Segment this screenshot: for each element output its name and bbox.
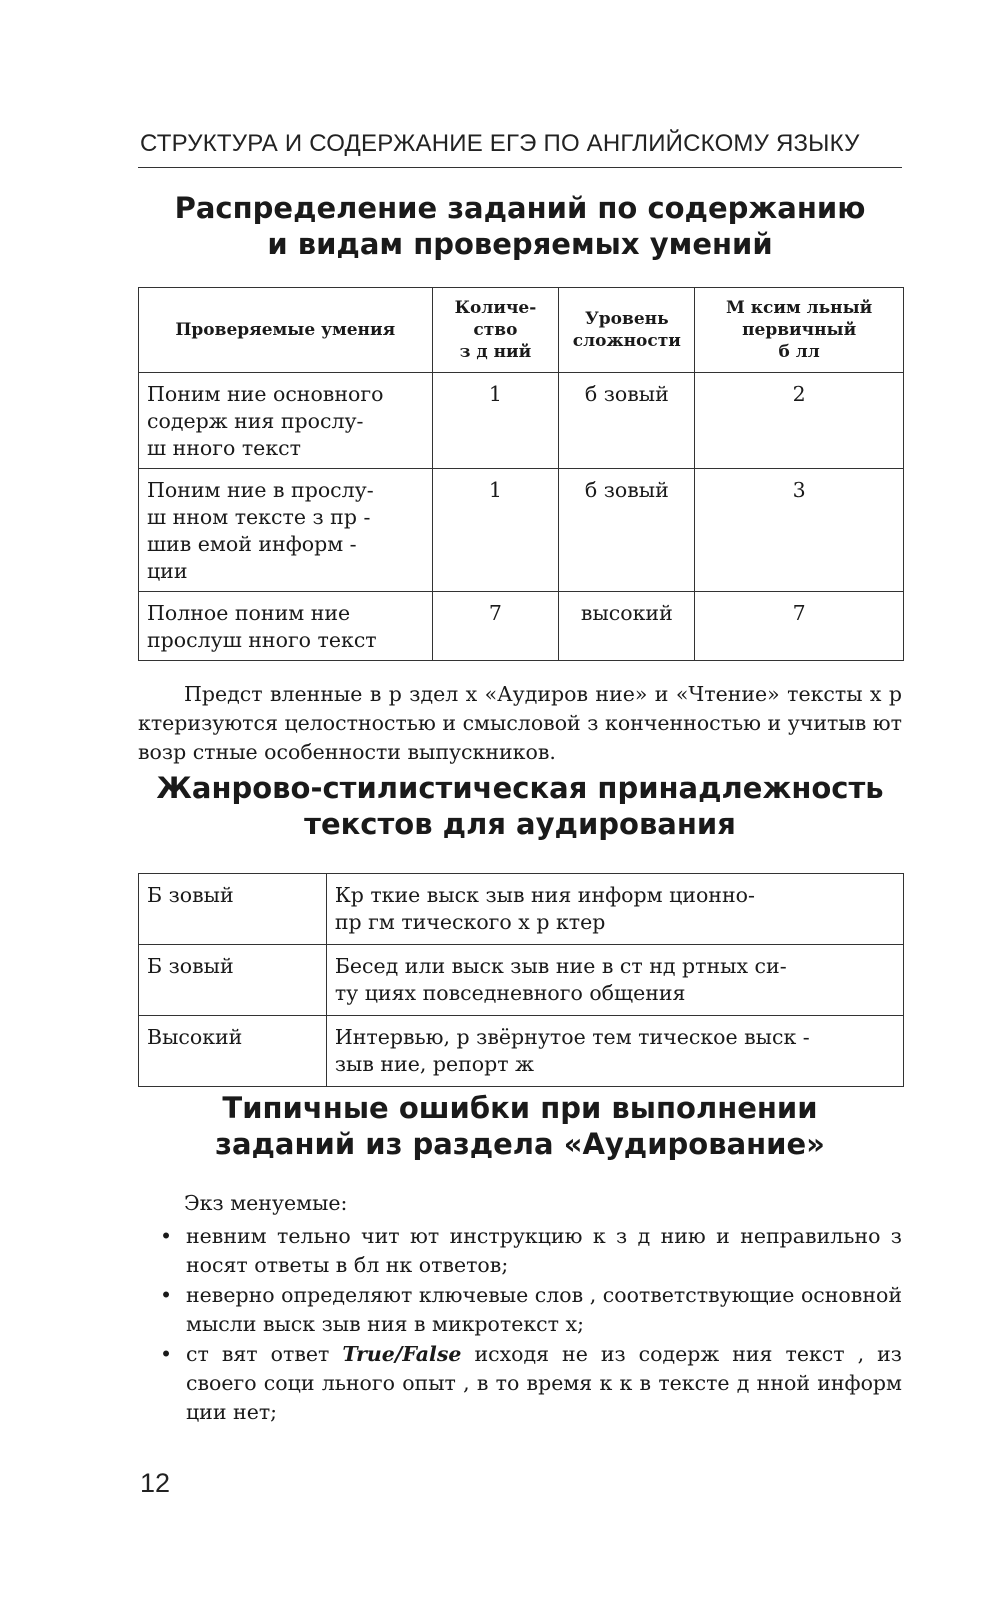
header-count: Количе- ство з д ний [432,288,559,373]
level-cell: высокий [559,592,695,661]
desc-cell: Интервью, р звёрнутое тем тическое выск - зыв ние, репорт ж [326,1016,903,1087]
section2-title [138,770,902,842]
section2-title-line1: Жанрово-стилистическая принадлежность [156,771,884,805]
desc-cell: Бесед или выск зыв ние в ст нд ртных си- ту циях повседневного общения [326,945,903,1016]
header-skills: Проверяемые умения [139,288,433,373]
count-cell: 7 [432,592,559,661]
list-intro: Экз менуемые: [184,1191,348,1215]
table-row [139,945,904,1016]
list-item-emphasis: True/False [342,1342,462,1366]
genre-table [138,873,904,1087]
count-cell: 1 [432,469,559,592]
table-row [139,373,904,469]
section3-title-line2: заданий из раздела «Аудирование» [215,1127,825,1161]
count-cell: 1 [432,373,559,469]
skill-cell: Поним ние основного содерж ния прослу- ш нного текст [139,373,433,469]
section1-title [138,190,902,262]
section2-title-line2: текстов для аудирования [304,807,736,841]
score-cell: 2 [695,373,904,469]
list-item [160,1222,902,1280]
bullet-icon: • [160,1283,173,1307]
level-cell: Высокий [139,1016,327,1087]
bullet-icon: • [160,1224,173,1248]
level-cell: Б зовый [139,945,327,1016]
running-header: СТРУКТУРА И СОДЕРЖАНИЕ ЕГЭ ПО АНГЛИЙСКОМУ ЯЗЫКУ [140,130,860,157]
list-item [160,1340,902,1427]
page-number: 12 [140,1468,171,1498]
table-row [139,592,904,661]
skill-cell: Полное поним ние прослуш нного текст [139,592,433,661]
level-cell: б зовый [559,469,695,592]
error-list [160,1222,902,1428]
list-item-text-pre: ст вят ответ [186,1342,330,1366]
skills-table-header-row [139,288,904,373]
section3-title-line1: Типичные ошибки при выполнении [222,1091,818,1125]
list-item-text: неверно определяют ключевые слов , соответствующие основной мысли выск зыв ния в микротекст х; [186,1283,902,1336]
desc-cell: Кр ткие выск зыв ния информ ционно- пр гм тического х р ктер [326,874,903,945]
level-cell: б зовый [559,373,695,469]
bullet-icon: • [160,1342,173,1366]
list-item [160,1281,902,1339]
score-cell: 3 [695,469,904,592]
skills-table [138,287,904,661]
table-row [139,469,904,592]
section1-title-line2: и видам проверяемых умений [267,227,773,261]
section3-title [138,1090,902,1162]
list-item-text-post: исходя не из содерж ния текст , из своего соци льного опыт , в то время к к в тексте д нной информ ции нет; [186,1342,902,1424]
section1-title-line1: Распределение заданий по содержанию [174,191,866,225]
header-level: Уровень сложности [559,288,695,373]
header-rule [138,167,902,168]
body-paragraph: Предст вленные в р здел х «Аудиров ние» и «Чтение» тексты х р ктеризуются целостностью и смысловой з конченностью и учитыв ют возр стные особенности выпускников. [138,682,902,764]
skill-cell: Поним ние в прослу- ш нном тексте з пр - шив емой информ - ции [139,469,433,592]
list-item-text: невним тельно чит ют инструкцию к з д нию и неправильно з носят ответы в бл нк ответов; [186,1224,902,1277]
score-cell: 7 [695,592,904,661]
table-row [139,874,904,945]
table-row [139,1016,904,1087]
level-cell: Б зовый [139,874,327,945]
header-score: М ксим льный первичный б лл [695,288,904,373]
